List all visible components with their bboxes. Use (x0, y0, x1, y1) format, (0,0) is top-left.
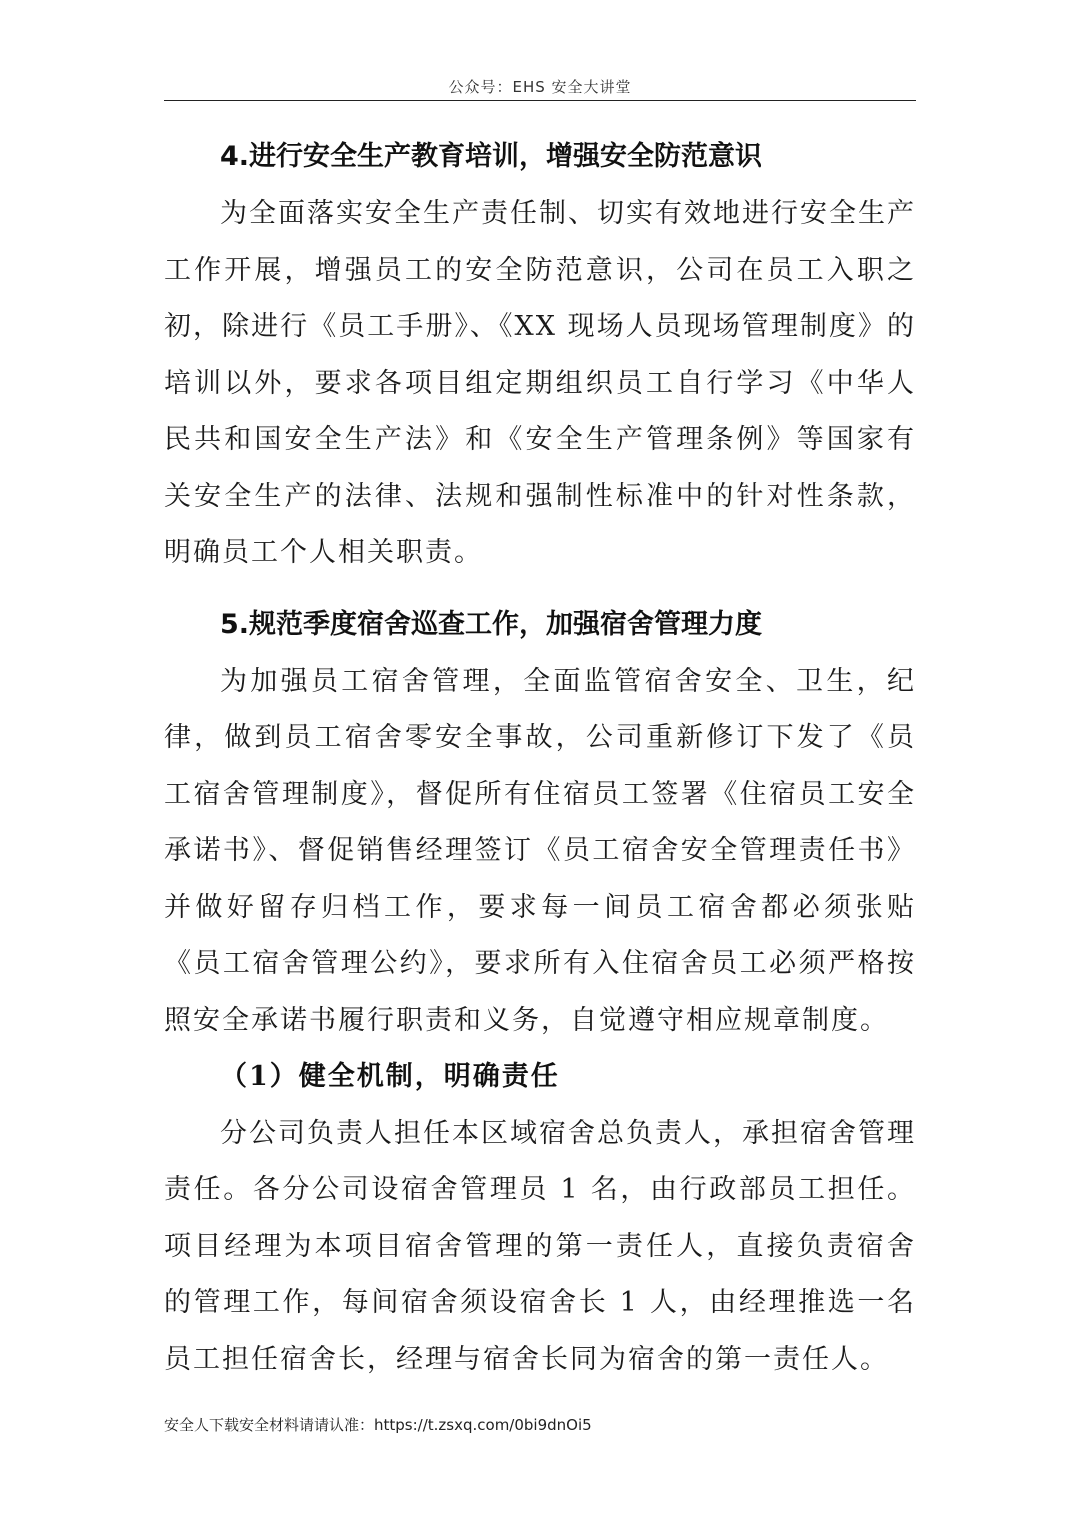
section-5-heading: 5.规范季度宿舍巡查工作，加强宿舍管理力度 (220, 608, 763, 640)
header-divider (164, 100, 916, 101)
page-footer: 安全人下载安全材料请请认准：https://t.zsxq.com/0bi9dnOi5 (164, 1416, 592, 1434)
section-5-paragraph: 为加强员工宿舍管理，全面监管宿舍安全、卫生，纪律，做到员工宿舍零安全事故，公司重新修订下发了《员工宿舍管理制度》，督促所有住宿员工签署《住宿员工安全承诺书》、督促销售经理签订《员工宿舍安全管理责任书》并做好留存归档工作，要求每一间员工宿舍都必须张贴《员工宿舍管理公约》，要求所有入住宿舍员工必须严格按照安全承诺书履行职责和义务，自觉遵守相应规章制度。 (164, 665, 916, 1036)
subsection-1-paragraph: 分公司负责人担任本区域宿舍总负责人，承担宿舍管理责任。各分公司设宿舍管理员 1 名，由行政部员工担任。项目经理为本项目宿舍管理的第一责任人，直接负责宿舍的管理工作，每间宿舍须设宿舍长 1 人，由经理推选一名员工担任宿舍长，经理与宿舍长同为宿舍的第一责任人。 (164, 1117, 916, 1375)
section-spacer (164, 582, 916, 596)
page-header: 公众号：EHS 安全大讲堂 (448, 78, 632, 96)
document-body (164, 128, 916, 1388)
section-4-paragraph: 为全面落实安全生产责任制、切实有效地进行安全生产工作开展，增强员工的安全防范意识，公司在员工入职之初，除进行《员工手册》、《XX 现场人员现场管理制度》的培训以外，要求各项目组定期组织员工自行学习《中华人民共和国安全生产法》和《安全生产管理条例》等国家有关安全生产的法律、法规和强制性标准中的针对性条款，明确员工个人相关职责。 (164, 198, 916, 568)
subsection-1-heading: （1）健全机制，明确责任 (220, 1061, 560, 1092)
section-4-heading: 4.进行安全生产教育培训，增强安全防范意识 (220, 141, 763, 172)
